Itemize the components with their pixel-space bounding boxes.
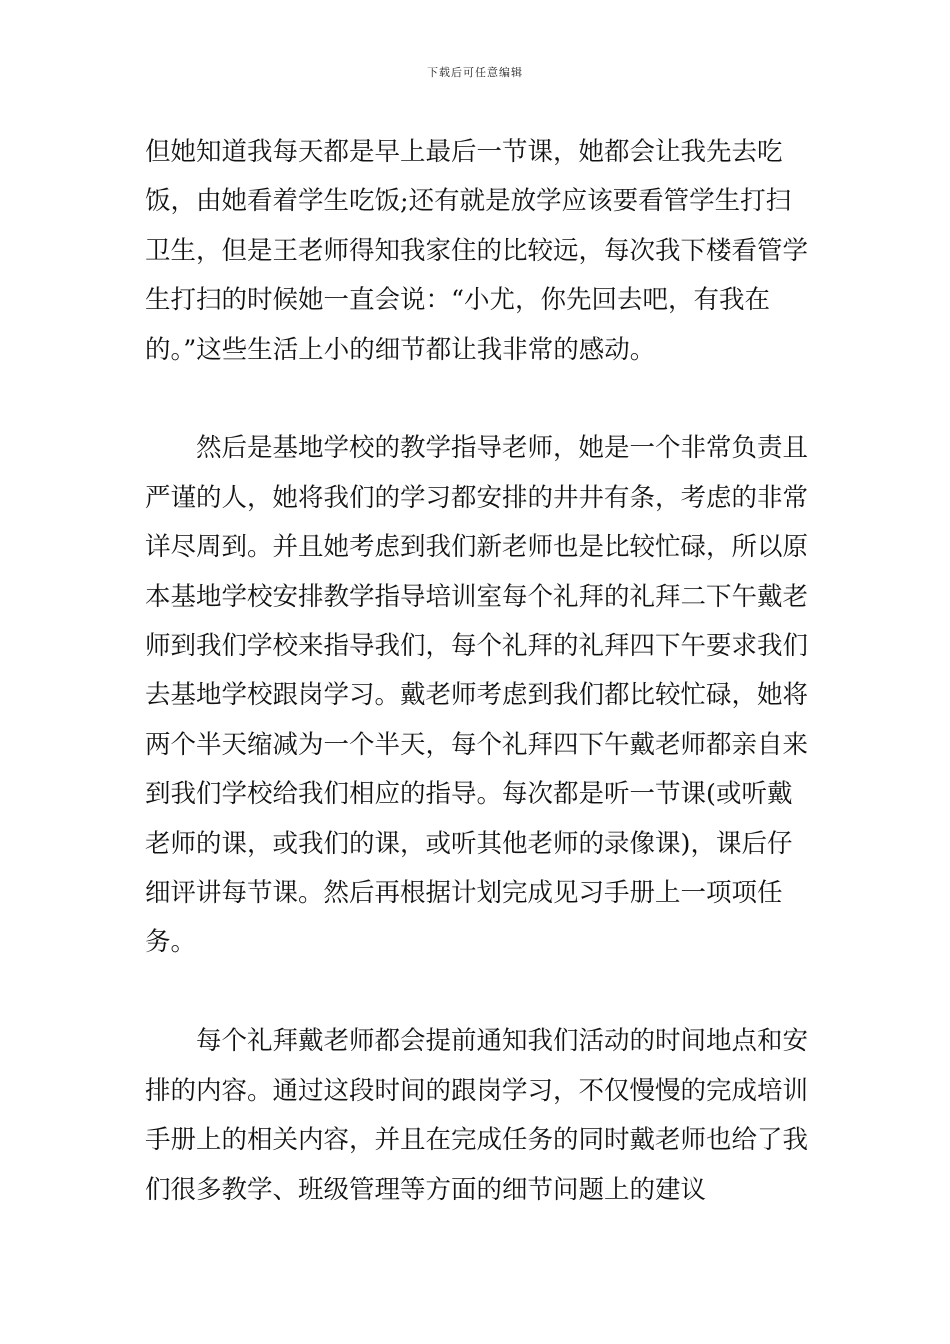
- paragraph-1: 但她知道我每天都是早上最后一节课，她都会让我先去吃饭，由她看着学生吃饭;还有就是放学应该要看管学生打扫卫生，但是王老师得知我家住的比较远，每次我下楼看管学生打扫的时候她一直会说：“小尤，你先回去吧，有我在的。”这些生活上小的细节都让我非常的感动。: [145, 137, 809, 365]
- document-body: [145, 128, 810, 1215]
- paragraph-spacer: [145, 375, 810, 424]
- paragraph-2: 然后是基地学校的教学指导老师，她是一个非常负责且严谨的人，她将我们的学习都安排的井井有条，考虑的非常详尽周到。并且她考虑到我们新老师也是比较忙碌，所以原本基地学校安排教学指导培训室每个礼拜的礼拜二下午戴老师到我们学校来指导我们，每个礼拜的礼拜四下午要求我们去基地学校跟岗学习。戴老师考虑到我们都比较忙碌，她将两个半天缩减为一个半天，每个礼拜四下午戴老师都亲自来到我们学校给我们相应的指导。每次都是听一节课(或听戴老师的课，或我们的课，或听其他老师的录像课)，课后仔细评讲每节课。然后再根据计划完成见习手册上一项项任务。: [145, 433, 809, 958]
- paragraph-spacer: [145, 968, 810, 1017]
- page-header: 下载后可任意编辑: [427, 66, 523, 79]
- paragraph-3: 每个礼拜戴老师都会提前通知我们活动的时间地点和安排的内容。通过这段时间的跟岗学习，不仅慢慢的完成培训手册上的相关内容，并且在完成任务的同时戴老师也给了我们很多教学、班级管理等方面的细节问题上的建议: [145, 1026, 809, 1205]
